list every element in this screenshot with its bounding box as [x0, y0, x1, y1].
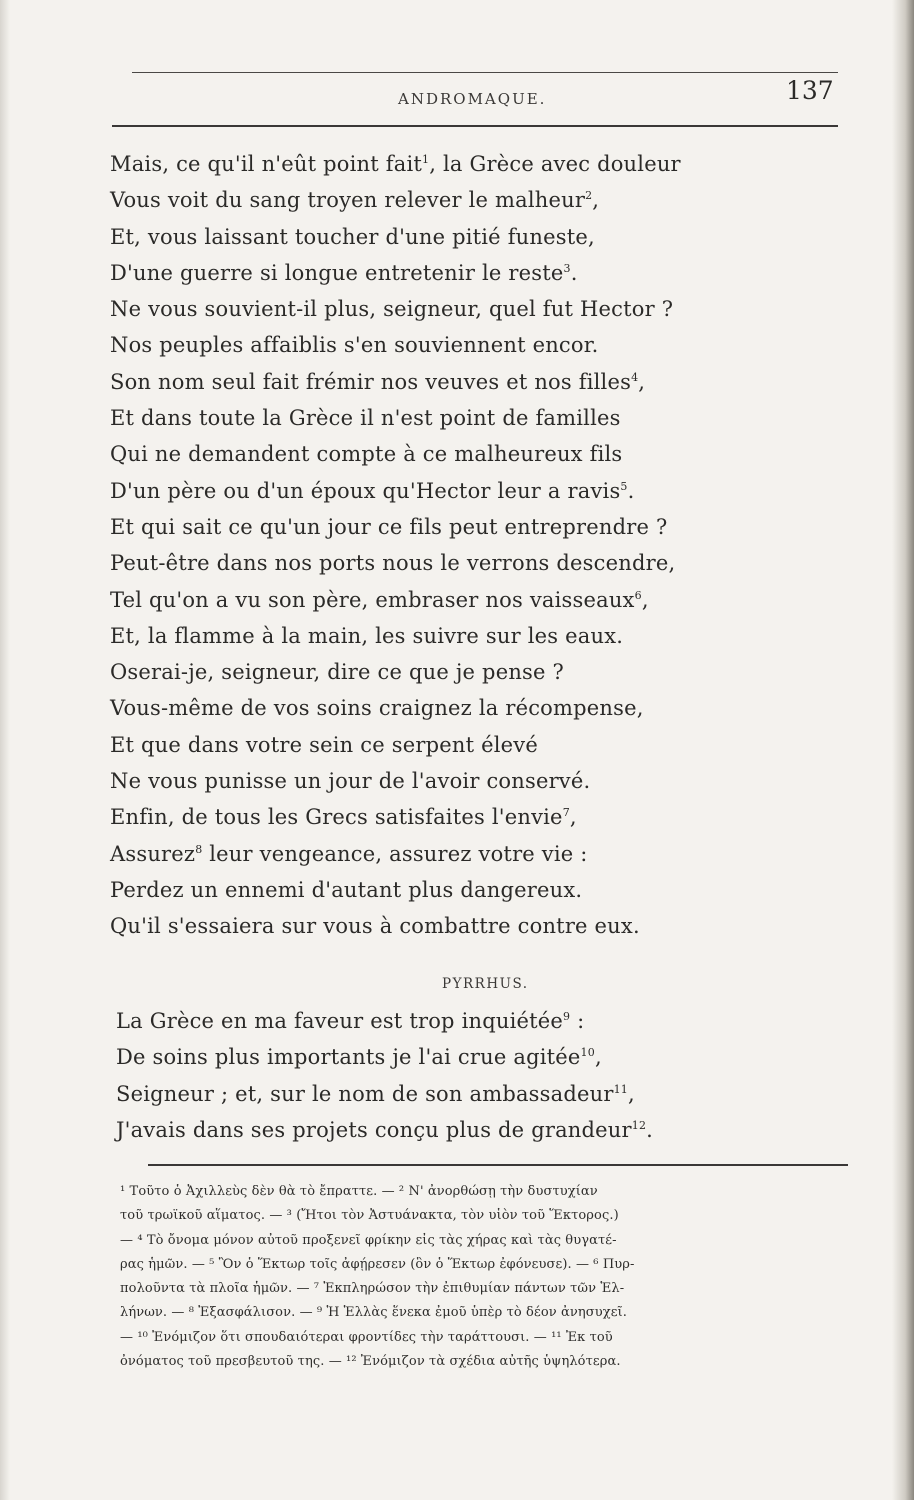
footnote-line: ¹ Τοῦτο ὁ Ἀχιλλεὺς δὲν θὰ τὸ ἔπραττε. — ² Ν' ἀνορθώσῃ τὴν δυστυχίαν	[120, 1184, 598, 1199]
footnote-marker: 5	[620, 479, 628, 493]
footnote-marker: 8	[195, 842, 203, 856]
verse-line	[110, 436, 850, 472]
verse-text: Perdez un ennemi d'autant plus dangereux.	[110, 877, 583, 902]
verse-line	[110, 400, 850, 436]
verse-line	[110, 364, 850, 400]
page-number: 137	[786, 76, 834, 105]
speaker-name: PYRRHUS.	[442, 976, 529, 992]
verse-block-pyrrhus	[116, 1003, 856, 1148]
verse-text: Mais, ce qu'il n'eût point fait	[110, 152, 423, 176]
footnote-marker: 6	[634, 588, 642, 602]
footnote-marker: 10	[580, 1046, 595, 1060]
verse-text: Peut-être dans nos ports nous le verrons descendre,	[110, 551, 676, 576]
verse-line	[110, 509, 850, 545]
verse-text: Seigneur ; et, sur le nom de son ambassadeur	[116, 1081, 614, 1106]
verse-text: Tel qu'on a vu son père, embraser nos vaisseaux	[110, 587, 635, 612]
verse-text: Ne vous souvient-il plus, seigneur, quel fut Hector ?	[110, 297, 674, 322]
footnote-rule	[148, 1164, 848, 1166]
verse-text-after: .	[627, 478, 635, 503]
verse-text: Son nom seul fait frémir nos veuves et nos filles	[110, 369, 632, 394]
verse-line	[110, 545, 850, 581]
footnote-marker: 7	[562, 806, 570, 820]
verse-line	[110, 690, 850, 726]
verse-line	[110, 836, 850, 872]
footnotes	[120, 1180, 860, 1374]
running-title: ANDROMAQUE.	[398, 90, 547, 108]
footnote-line: πολοῦντα τὰ πλοῖα ἡμῶν. — ⁷ Ἐκπληρώσον τὴν ἐπιθυμίαν πάντων τῶν Ἑλ-	[120, 1281, 625, 1297]
top-rule	[132, 72, 838, 73]
verse-text-after: .	[570, 260, 578, 285]
verse-text: Qu'il s'essaiera sur vous à combattre contre eux.	[110, 914, 640, 939]
verse-text-after: ,	[638, 369, 646, 394]
verse-line	[116, 1039, 856, 1075]
verse-line	[110, 799, 850, 835]
verse-text-after: .	[646, 1117, 654, 1142]
verse-text: D'une guerre si longue entretenir le reste	[110, 260, 564, 285]
verse-text: Oserai-je, seigneur, dire ce que je pense ?	[110, 660, 564, 685]
verse-line	[110, 255, 850, 291]
verse-line	[110, 727, 850, 763]
footnote-line: ρας ἡμῶν. — ⁵ Ὃν ὁ Ἕκτωρ τοῖς ἀφῄρεσεν (ὃν ὁ Ἕκτωρ ἐφόνευσε). — ⁶ Πυρ-	[120, 1256, 635, 1272]
verse-text: Enfin, de tous les Grecs satisfaites l'envie	[110, 805, 563, 830]
page-edge-left	[0, 0, 10, 1500]
verse-text-after: ,	[641, 587, 649, 612]
footnote-line: λήνων. — ⁸ Ἐξασφάλισον. — ⁹ Ἡ Ἑλλὰς ἕνεκα ἐμοῦ ὑπὲρ τὸ δέον ἀνησυχεῖ.	[120, 1305, 627, 1321]
verse-text-after: :	[570, 1009, 585, 1033]
footnote-marker: 4	[631, 370, 639, 384]
verse-line	[110, 582, 850, 618]
page-edge-right	[892, 0, 914, 1500]
verse-text: Qui ne demandent compte à ce malheureux fils	[110, 442, 623, 467]
verse-line	[110, 327, 850, 363]
verse-line	[110, 872, 850, 908]
verse-line	[110, 182, 850, 218]
verse-text: La Grèce en ma faveur est trop inquiétée	[116, 1009, 564, 1033]
footnote-line: — ⁴ Τὸ ὄνομα μόνον αὐτοῦ προξενεῖ φρίκην εἰς τὰς χήρας καὶ τὰς θυγατέ-	[120, 1232, 617, 1248]
verse-text: Et, vous laissant toucher d'une pitié funeste,	[110, 224, 595, 249]
verse-text: J'avais dans ses projets conçu plus de grandeur	[116, 1117, 632, 1142]
verse-text-after: ,	[628, 1081, 635, 1106]
footnote-line: — ¹⁰ Ἐνόμιζον ὅτι σπουδαιότεραι φροντίδες τὴν ταράττουσι. — ¹¹ Ἐκ τοῦ	[120, 1329, 613, 1345]
verse-line	[110, 473, 850, 509]
footnote-line: τοῦ τρωϊκοῦ αἵματος. — ³ (Ἤτοι τὸν Ἀστυάνακτα, τὸν υἱὸν τοῦ Ἕκτορος.)	[120, 1208, 619, 1224]
verse-text: Et dans toute la Grèce il n'est point de familles	[110, 406, 621, 431]
footnote-marker: 9	[563, 1010, 571, 1023]
verse-line	[110, 908, 850, 944]
verse-line	[110, 291, 850, 327]
verse-text-after: , la Grèce avec douleur	[429, 152, 681, 176]
footnote-marker: 3	[563, 261, 571, 275]
verse-text-after: ,	[569, 805, 577, 830]
verse-text: Assurez	[110, 841, 196, 866]
verse-text: Vous-même de vos soins craignez la récompense,	[110, 696, 644, 721]
footnote-line: ὀνόματος τοῦ πρεσβευτοῦ της. — ¹² Ἐνόμιζον τὰ σχέδια αὐτῆς ὑψηλότερα.	[120, 1354, 621, 1370]
verse-line	[116, 1076, 856, 1112]
verse-text: Et, la flamme à la main, les suivre sur les eaux.	[110, 623, 624, 648]
verse-text: Et qui sait ce qu'un jour ce fils peut entreprendre ?	[110, 514, 668, 539]
verse-text-after: ,	[594, 1045, 602, 1070]
verse-text: Vous voit du sang troyen relever le malheur	[110, 188, 586, 213]
verse-text: De soins plus importants je l'ai crue agitée	[116, 1045, 581, 1070]
footnote-marker: 1	[422, 153, 430, 166]
footnote-marker: 11	[613, 1082, 628, 1096]
verse-line	[110, 219, 850, 255]
verse-text: D'un père ou d'un époux qu'Hector leur a ravis	[110, 478, 621, 503]
verse-text-after: leur vengeance, assurez votre vie :	[202, 841, 588, 866]
header-rule	[112, 125, 838, 127]
verse-text: Nos peuples affaiblis s'en souviennent encor.	[110, 333, 599, 358]
verse-text-after: ,	[592, 188, 600, 213]
verse-line	[110, 654, 850, 690]
verse-text: Et que dans votre sein ce serpent élevé	[110, 732, 538, 757]
verse-text: Ne vous punisse un jour de l'avoir conservé.	[110, 769, 591, 794]
verse-line	[110, 763, 850, 799]
footnote-marker: 12	[631, 1118, 647, 1132]
verse-block	[110, 146, 850, 945]
verse-line	[116, 1003, 856, 1039]
verse-line	[110, 618, 850, 654]
verse-line	[110, 146, 850, 182]
footnote-marker: 2	[585, 189, 593, 203]
verse-line	[116, 1112, 856, 1148]
